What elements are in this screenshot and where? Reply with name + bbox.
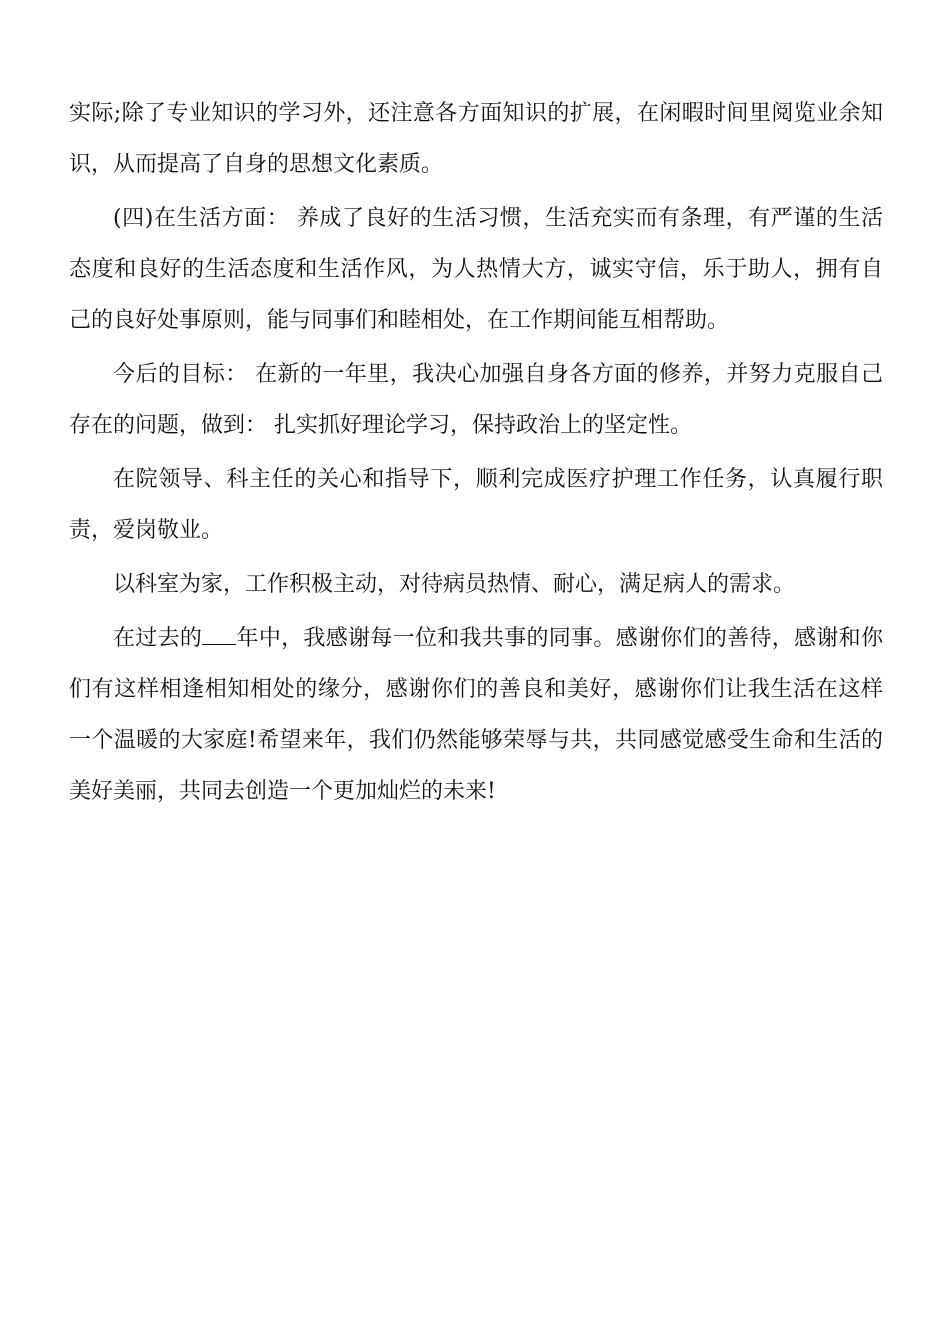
text-line: 在院领导、科主任的关心和指导下，顺利完成医疗护理工作任务，认真履行职 [113,467,883,492]
text-line: 存在的问题，做到： 扎实抓好理论学习，保持政治上的坚定性。 [69,413,692,438]
text-line: 责，爱岗敬业。 [69,518,224,543]
paragraph-study-continued [69,88,883,190]
text-line: 己的良好处事原则，能与同事们和睦相处，在工作期间能互相帮助。 [69,308,730,333]
text-line: 以科室为家，工作积极主动，对待病员热情、耐心，满足病人的需求。 [113,572,796,597]
document-body [69,88,883,820]
text-fragment: 在过去的 [113,626,203,651]
text-line [69,613,883,664]
text-line: (四)在生活方面： 养成了良好的生活习惯，生活充实而有条理，有严谨的生活 [113,206,883,231]
text-line: 今后的目标： 在新的一年里，我决心加强自身各方面的修养，并努力克服自己 [113,362,883,387]
paragraph-thanks [69,613,883,817]
paragraph-department [69,559,883,610]
paragraph-duties [69,454,883,556]
text-line: 们有这样相逢相知相处的缘分，感谢你们的善良和美好，感谢你们让我生活在这样 [69,677,883,702]
paragraph-life [69,193,883,346]
text-line: 识，从而提高了自身的思想文化素质。 [69,152,444,177]
text-line: 一个温暖的大家庭!希望来年，我们仍然能够荣辱与共，共同感觉感受生命和生活的 [69,728,883,753]
text-line: 态度和良好的生活态度和生活作风，为人热情大方，诚实守信，乐于助人，拥有自 [69,257,883,282]
fill-in-blank [202,626,236,645]
paragraph-goals [69,349,883,451]
text-fragment: 年中，我感谢每一位和我共事的同事。感谢你们的善待，感谢和你 [236,626,883,651]
text-line: 实际;除了专业知识的学习外，还注意各方面知识的扩展，在闲暇时间里阅览业余知 [69,101,883,126]
text-line: 美好美丽，共同去创造一个更加灿烂的未来! [69,779,496,804]
